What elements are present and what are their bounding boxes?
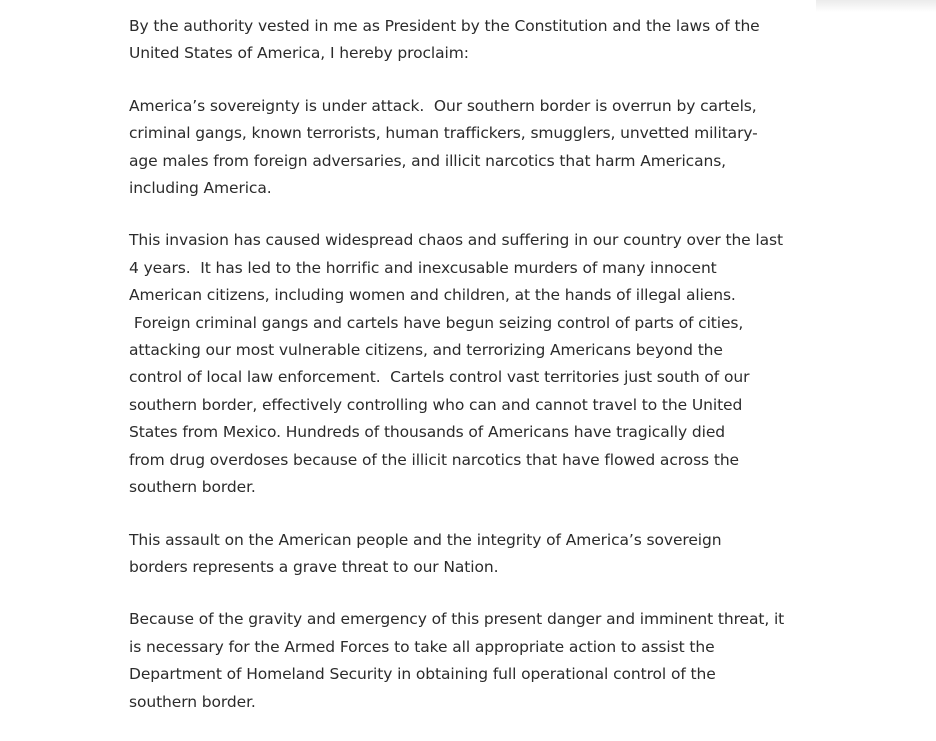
text-line: This invasion has caused widespread chaos and suffering in our country over the last <box>129 231 783 250</box>
text-line: criminal gangs, known terrorists, human traffickers, smugglers, unvetted military- <box>129 124 758 143</box>
text-line: borders represents a grave threat to our Nation. <box>129 557 499 576</box>
paragraph-authority <box>129 13 819 68</box>
text-line: age males from foreign adversaries, and illicit narcotics that harm Americans, <box>129 151 727 170</box>
text-line: from drug overdoses because of the illicit narcotics that have flowed across the <box>129 450 739 469</box>
text-line: southern border. <box>129 692 256 711</box>
text-line: control of local law enforcement. Cartels control vast territories just south of our <box>129 368 750 387</box>
paragraph-assault <box>129 527 819 582</box>
proclamation-text <box>129 13 819 741</box>
text-line: Foreign criminal gangs and cartels have begun seizing control of parts of cities, <box>129 313 744 332</box>
text-line: States from Mexico. Hundreds of thousands of Americans have tragically died <box>129 423 726 442</box>
paragraph-armed-forces <box>129 606 819 716</box>
text-line: southern border. <box>129 478 256 497</box>
text-line: Because of the gravity and emergency of this present danger and imminent threat, it <box>129 610 785 629</box>
text-line: Department of Homeland Security in obtaining full operational control of the <box>129 665 716 684</box>
paragraph-sovereignty <box>129 93 819 203</box>
text-line: America’s sovereignty is under attack. Our southern border is overrun by cartels, <box>129 96 757 115</box>
text-line: American citizens, including women and children, at the hands of illegal aliens. <box>129 286 736 305</box>
text-line: southern border, effectively controlling who can and cannot travel to the United <box>129 395 743 414</box>
text-line: including America. <box>129 179 272 198</box>
text-line: By the authority vested in me as President by the Constitution and the laws of the <box>129 17 760 35</box>
text-line: United States of America, I hereby proclaim: <box>129 44 469 63</box>
text-line: is necessary for the Armed Forces to take all appropriate action to assist the <box>129 637 715 656</box>
text-line: 4 years. It has led to the horrific and inexcusable murders of many innocent <box>129 258 717 277</box>
text-line: attacking our most vulnerable citizens, and terrorizing Americans beyond the <box>129 341 723 360</box>
scroll-shadow <box>816 0 936 12</box>
text-line: This assault on the American people and the integrity of America’s sovereign <box>129 530 722 549</box>
paragraph-invasion <box>129 227 819 501</box>
